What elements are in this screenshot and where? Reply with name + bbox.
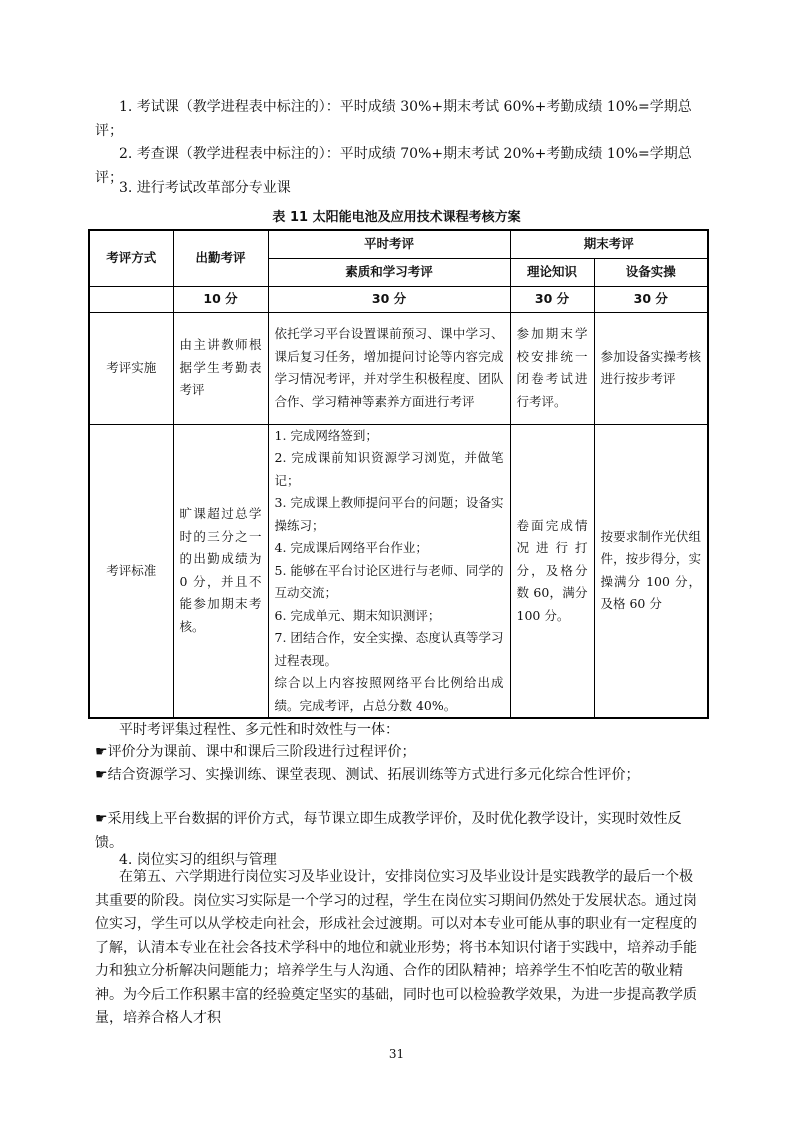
standard-theory: 卷面完成情况进行打分，及格分数 60，满分 100 分。: [510, 424, 594, 718]
header-usual: 平时考评: [268, 230, 510, 258]
bullet-item-2: [95, 764, 701, 788]
header-equipment: 设备实操: [594, 258, 708, 286]
score-theory: 30 分: [510, 286, 594, 312]
section-heading: 4. 岗位实习的组织与管理: [119, 852, 277, 868]
bullet-text: 采用线上平台数据的评价方式，每节课立即生成教学评价，及时优化教学设计，实现时效性反馈。: [95, 811, 682, 851]
standard-label: 考评标准: [89, 424, 173, 718]
score-equipment: 30 分: [594, 286, 708, 312]
after-paragraph-1: 平时考评集过程性、多元性和时效性与一体：: [119, 722, 399, 738]
bullet-item-1: [95, 741, 701, 765]
impl-quality: 依托学习平台设置课前预习、课中学习、课后复习任务，增加提问讨论等内容完成学习情况考评，并对学生积极程度、团队合作、学习精神等素养方面进行考评: [268, 312, 510, 424]
impl-equipment: 参加设备实操考核进行按步考评: [594, 312, 708, 424]
list-item: 5. 能够在平台讨论区进行与老师、同学的互动交流；: [274, 562, 504, 600]
intro-paragraph-3: 3. 进行考试改革部分专业课: [119, 180, 291, 196]
standard-quality: [268, 424, 510, 718]
hand-pointer-icon: ☛: [95, 744, 108, 760]
header-attendance: 出勤考评: [173, 230, 268, 286]
header-method: 考评方式: [89, 230, 173, 286]
list-item: 综合以上内容按照网络平台比例给出成绩。完成考评，占总分数 40%。: [274, 675, 504, 713]
bullet-text: 结合资源学习、实操训练、课堂表现、测试、拓展训练等方式进行多元化综合性评价；: [107, 767, 640, 783]
bullet-text: 评价分为课前、课中和课后三阶段进行过程评价；: [107, 744, 416, 760]
standard-attendance: 旷课超过总学时的三分之一的出勤成绩为 0 分，并且不能参加期末考核。: [173, 424, 268, 718]
header-theory: 理论知识: [510, 258, 594, 286]
list-item: 4. 完成课后网络平台作业；: [274, 540, 428, 555]
header-final: 期末考评: [510, 230, 708, 258]
hand-pointer-icon: ☛: [95, 767, 108, 783]
impl-label: 考评实施: [89, 312, 173, 424]
standard-equipment: 按要求制作光伏组件，按步得分，实操满分 100 分，及格 60 分: [594, 424, 708, 718]
score-blank-cell: [89, 286, 173, 312]
assessment-table: [88, 229, 709, 719]
impl-theory: 参加期末学校安排统一闭卷考试进行考评。: [510, 312, 594, 424]
page-number: 31: [388, 1047, 405, 1061]
bullet-item-3: [95, 808, 701, 855]
table-caption: 表 11 太阳能电池及应用技术课程考核方案: [272, 210, 521, 225]
intro-paragraph-1: 1. 考试课（教学进程表中标注的）：平时成绩 30%+期末考试 60%+考勤成绩 10%=学期总评；: [95, 99, 692, 139]
list-item: 7. 团结合作，安全实操、态度认真等学习过程表现。: [274, 630, 504, 668]
header-quality: 素质和学习考评: [268, 258, 510, 286]
impl-attendance: 由主讲教师根据学生考勤表考评: [173, 312, 268, 424]
list-item: 3. 完成课上教师提问平台的问题；设备实操练习；: [274, 495, 504, 533]
score-quality: 30 分: [268, 286, 510, 312]
hand-pointer-icon: ☛: [95, 811, 108, 827]
list-item: 2. 完成课前知识资源学习浏览，并做笔记；: [274, 450, 504, 488]
score-attendance: 10 分: [173, 286, 268, 312]
intro-paragraph-2: 2. 考查课（教学进程表中标注的）：平时成绩 70%+期末考试 20%+考勤成绩 10%=学期总评；: [95, 146, 692, 186]
list-item: 1. 完成网络签到；: [274, 427, 378, 443]
internship-paragraph: 在第五、六学期进行岗位实习及毕业设计，安排岗位实习及毕业设计是实践教学的最后一个极其重要的阶段。岗位实习实际是一个学习的过程，学生在岗位实习期间仍然处于发展状态。通过岗位实习，学生可以从学校走向社会，形成社会过渡期。可以对本专业可能从事的职业有一定程度的了解，认清本专业在社会各技术学科中的地位和就业形势；将书本知识付诸于实践中，培养动手能力和独立分析解决问题能力；培养学生与人沟通、合作的团队精神；培养学生不怕吃苦的敬业精神。为今后工作积累丰富的经验奠定坚实的基础，同时也可以检验教学效果，为进一步提高教学质量，培养合格人才积: [95, 869, 697, 1026]
list-item: 6. 完成单元、期末知识测评；: [274, 607, 441, 623]
